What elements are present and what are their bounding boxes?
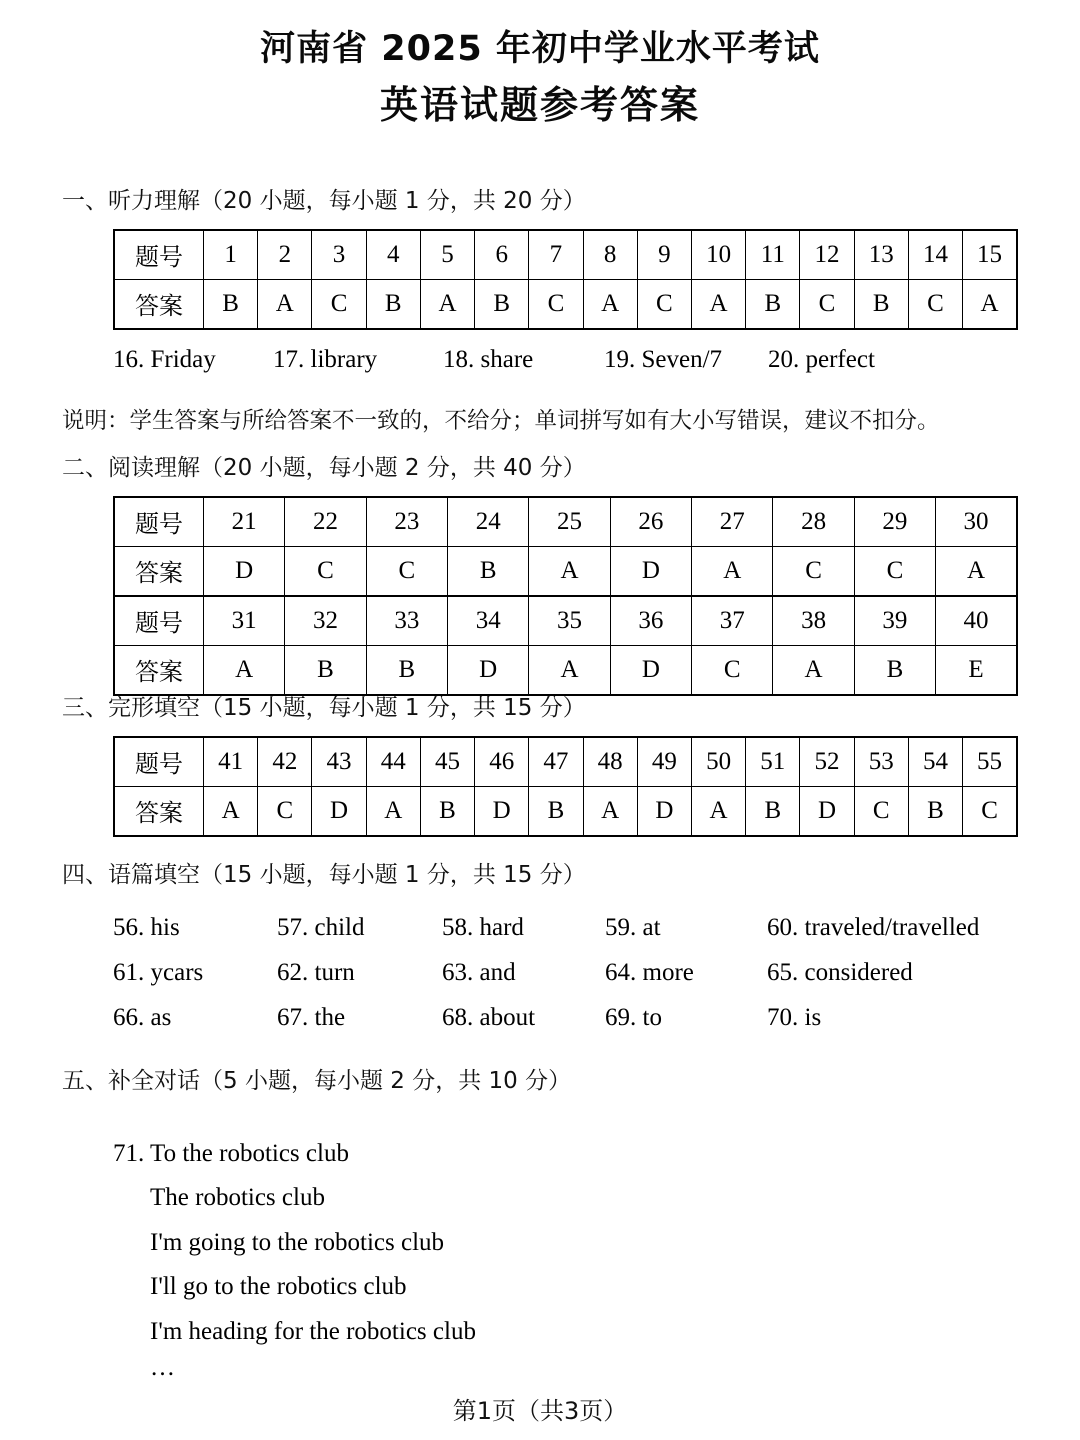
cell-question: 29	[854, 497, 935, 547]
cell-answer: A	[204, 645, 285, 695]
cell-answer: B	[204, 279, 258, 329]
cell-answer: A	[691, 279, 745, 329]
cell-answer: B	[854, 279, 908, 329]
section-passage-blank	[0, 862, 1080, 1049]
cell-answer: D	[800, 786, 854, 836]
fill-answer-63: 63. and	[442, 958, 516, 986]
cell-question: 35	[529, 596, 610, 646]
row-label-answer: 答案	[114, 546, 204, 596]
section-reading	[0, 455, 1080, 696]
cell-answer: A	[529, 645, 610, 695]
cell-answer: B	[746, 786, 800, 836]
cell-answer: C	[854, 786, 908, 836]
passage-blank-row-1	[0, 914, 1080, 959]
fill-answer-18: 18. share	[443, 345, 534, 373]
cell-question: 14	[908, 230, 962, 280]
cell-question: 37	[692, 596, 773, 646]
cell-answer: A	[204, 786, 258, 836]
cell-answer: B	[285, 645, 366, 695]
cell-question: 45	[420, 737, 474, 787]
cell-answer: C	[854, 546, 935, 596]
section-passage-blank-heading: 四、语篇填空（15 小题，每小题 1 分，共 15 分）	[62, 862, 586, 888]
section-cloze-heading: 三、完形填空（15 小题，每小题 1 分，共 15 分）	[62, 695, 586, 721]
answer-71-primary: 71. To the robotics club	[113, 1139, 349, 1167]
answer-71-ellipsis: …	[150, 1354, 178, 1382]
row-label-question: 题号	[114, 497, 204, 547]
cell-question: 55	[963, 737, 1017, 787]
row-label-question: 题号	[114, 230, 204, 280]
fill-answer-57: 57. child	[277, 913, 365, 941]
cell-answer: A	[692, 546, 773, 596]
cell-question: 50	[691, 737, 745, 787]
cell-question: 49	[637, 737, 691, 787]
row-label-question: 题号	[114, 596, 204, 646]
section-dialogue-heading: 五、补全对话（5 小题，每小题 2 分，共 10 分）	[62, 1068, 572, 1094]
cell-answer: D	[204, 546, 285, 596]
fill-answer-68: 68. about	[442, 1003, 536, 1031]
row-label-question: 题号	[114, 737, 204, 787]
title-line-1: 河南省 2025 年初中学业水平考试	[260, 29, 820, 69]
cell-answer: A	[529, 546, 610, 596]
fill-answer-70: 70. is	[767, 1003, 822, 1031]
answer-71-alt-2: I'm going to the robotics club	[150, 1228, 445, 1256]
cell-question: 48	[583, 737, 637, 787]
cell-answer: B	[908, 786, 962, 836]
row-label-answer: 答案	[114, 645, 204, 695]
table-row-answers	[114, 786, 1017, 836]
cell-question: 40	[936, 596, 1017, 646]
cell-question: 30	[936, 497, 1017, 547]
cell-question: 28	[773, 497, 854, 547]
cell-question: 43	[312, 737, 366, 787]
question-71-block	[113, 1132, 1080, 1383]
cell-question: 41	[204, 737, 258, 787]
answer-71-alt-1: The robotics club	[150, 1184, 325, 1212]
cell-answer: C	[285, 546, 366, 596]
cell-question: 12	[800, 230, 854, 280]
cell-question: 51	[746, 737, 800, 787]
listening-fill-answers	[0, 346, 1080, 391]
cell-answer: A	[583, 786, 637, 836]
cell-answer: C	[258, 786, 312, 836]
cell-answer: A	[583, 279, 637, 329]
row-label-answer: 答案	[114, 279, 204, 329]
fill-answer-19: 19. Seven/7	[604, 345, 723, 373]
cell-answer: B	[366, 279, 420, 329]
fill-answer-69: 69. to	[605, 1003, 662, 1031]
cell-answer: C	[637, 279, 691, 329]
cell-question: 2	[258, 230, 312, 280]
cell-question: 44	[366, 737, 420, 787]
cell-answer: A	[420, 279, 474, 329]
cell-answer: D	[475, 786, 529, 836]
fill-answer-60: 60. traveled/travelled	[767, 913, 980, 941]
cell-answer: C	[800, 279, 854, 329]
cell-question: 38	[773, 596, 854, 646]
cell-answer: B	[854, 645, 935, 695]
page-title	[0, 0, 1080, 135]
table-row-answers	[114, 546, 1017, 596]
cell-answer: C	[366, 546, 447, 596]
cell-answer: E	[936, 645, 1017, 695]
cell-answer: B	[529, 786, 583, 836]
fill-answer-16: 16. Friday	[113, 345, 216, 373]
cell-question: 33	[366, 596, 447, 646]
cell-question: 11	[746, 230, 800, 280]
cell-question: 39	[854, 596, 935, 646]
listening-answer-table	[113, 229, 1018, 330]
fill-answer-65: 65. considered	[767, 958, 913, 986]
table-row-questions	[114, 596, 1017, 646]
cell-answer: C	[692, 645, 773, 695]
section-dialogue	[0, 1068, 1080, 1382]
cell-question: 4	[366, 230, 420, 280]
cloze-answer-table	[113, 736, 1018, 837]
reading-answer-table-a	[113, 496, 1018, 597]
listening-note: 说明：学生答案与所给答案不一致的，不给分；单词拼写如有大小写错误，建议不扣分。	[62, 407, 940, 434]
row-label-answer: 答案	[114, 786, 204, 836]
cell-answer: A	[258, 279, 312, 329]
fill-answer-67: 67. the	[277, 1003, 346, 1031]
cell-answer: D	[637, 786, 691, 836]
cell-answer: D	[448, 645, 529, 695]
cell-question: 34	[448, 596, 529, 646]
cell-question: 32	[285, 596, 366, 646]
passage-blank-row-3	[0, 1004, 1080, 1049]
reading-answer-table-b	[113, 595, 1018, 696]
answer-71-alt-3: I'll go to the robotics club	[150, 1273, 407, 1301]
fill-answer-64: 64. more	[605, 958, 694, 986]
passage-blank-row-2	[0, 959, 1080, 1004]
cell-answer: A	[936, 546, 1017, 596]
title-line-2: 英语试题参考答案	[379, 83, 700, 128]
table-row-answers	[114, 279, 1017, 329]
cell-question: 8	[583, 230, 637, 280]
cell-question: 54	[908, 737, 962, 787]
section-cloze	[0, 695, 1080, 837]
cell-question: 26	[610, 497, 691, 547]
cell-answer: C	[963, 786, 1017, 836]
cell-answer: B	[746, 279, 800, 329]
cell-question: 53	[854, 737, 908, 787]
table-row-questions	[114, 497, 1017, 547]
cell-question: 42	[258, 737, 312, 787]
cell-question: 6	[475, 230, 529, 280]
cell-answer: A	[963, 279, 1017, 329]
section-reading-heading: 二、阅读理解（20 小题，每小题 2 分，共 40 分）	[62, 455, 586, 481]
section-listening	[0, 188, 1080, 435]
fill-answer-66: 66. as	[113, 1003, 172, 1031]
cell-question: 52	[800, 737, 854, 787]
cell-answer: A	[691, 786, 745, 836]
cell-question: 3	[312, 230, 366, 280]
cell-answer: A	[773, 645, 854, 695]
cell-question: 36	[610, 596, 691, 646]
fill-answer-59: 59. at	[605, 913, 661, 941]
fill-answer-62: 62. turn	[277, 958, 355, 986]
fill-answer-20: 20. perfect	[768, 345, 875, 373]
cell-question: 5	[420, 230, 474, 280]
cell-answer: B	[475, 279, 529, 329]
fill-answer-17: 17. library	[273, 345, 378, 373]
cell-question: 15	[963, 230, 1017, 280]
cell-question: 10	[691, 230, 745, 280]
cell-answer: B	[366, 645, 447, 695]
fill-answer-56: 56. his	[113, 913, 180, 941]
fill-answer-58: 58. hard	[442, 913, 524, 941]
cell-question: 27	[692, 497, 773, 547]
cell-answer: C	[312, 279, 366, 329]
table-row-questions	[114, 230, 1017, 280]
answer-71-alt-4: I'm heading for the robotics club	[150, 1317, 476, 1345]
cell-answer: B	[420, 786, 474, 836]
table-row-answers	[114, 645, 1017, 695]
cell-answer: D	[610, 546, 691, 596]
cell-question: 31	[204, 596, 285, 646]
cell-answer: C	[773, 546, 854, 596]
cell-answer: A	[366, 786, 420, 836]
cell-answer: B	[448, 546, 529, 596]
cell-question: 9	[637, 230, 691, 280]
page-footer: 第1页（共3页）	[452, 1397, 628, 1425]
cell-question: 47	[529, 737, 583, 787]
cell-question: 21	[204, 497, 285, 547]
cell-question: 7	[529, 230, 583, 280]
table-row-questions	[114, 737, 1017, 787]
cell-answer: D	[610, 645, 691, 695]
cell-question: 23	[366, 497, 447, 547]
cell-question: 22	[285, 497, 366, 547]
cell-question: 25	[529, 497, 610, 547]
cell-question: 46	[475, 737, 529, 787]
cell-question: 1	[204, 230, 258, 280]
cell-answer: D	[312, 786, 366, 836]
fill-answer-61: 61. ycars	[113, 958, 204, 986]
cell-question: 24	[448, 497, 529, 547]
cell-question: 13	[854, 230, 908, 280]
cell-answer: C	[908, 279, 962, 329]
cell-answer: C	[529, 279, 583, 329]
section-listening-heading: 一、听力理解（20 小题，每小题 1 分，共 20 分）	[62, 188, 586, 214]
